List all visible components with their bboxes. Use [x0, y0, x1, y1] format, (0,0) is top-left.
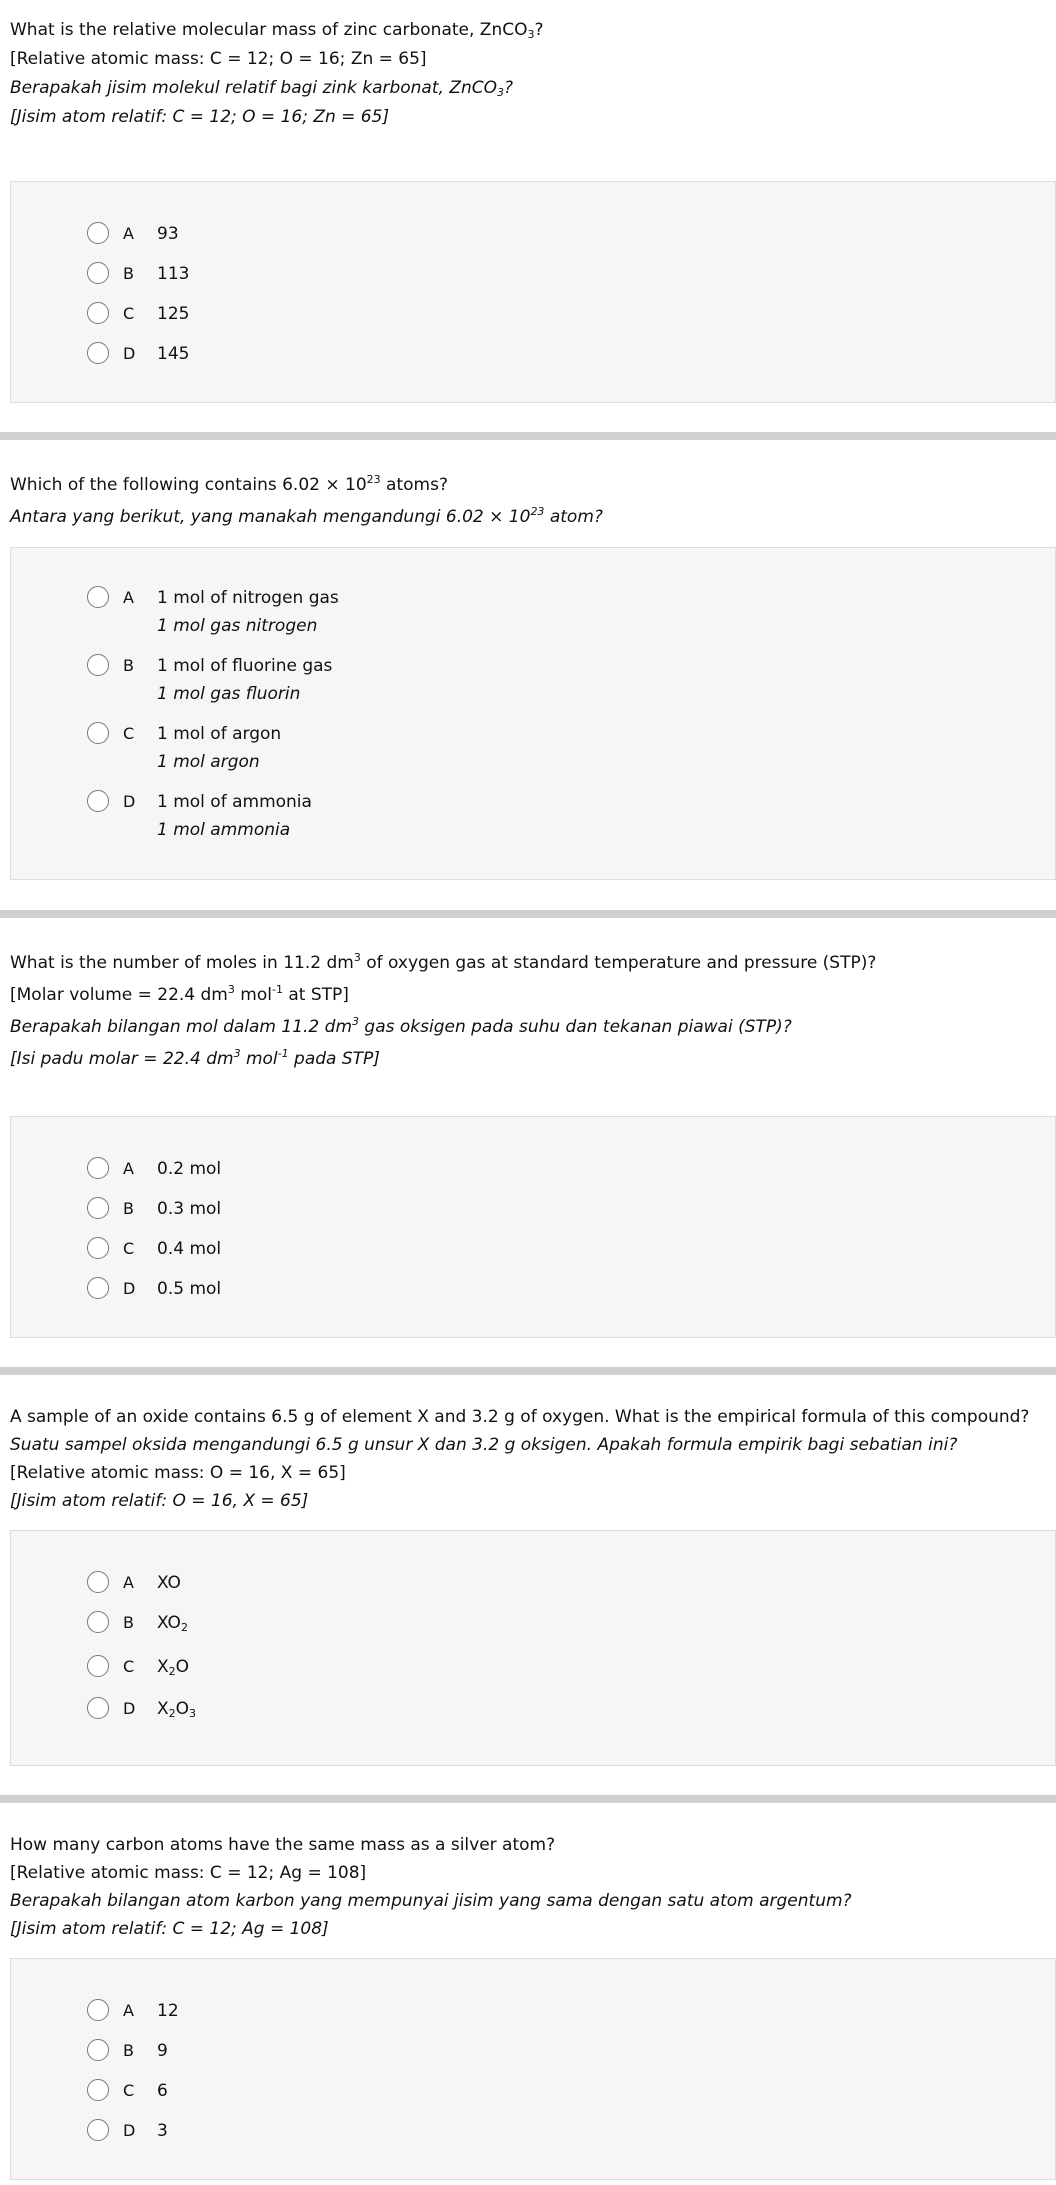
option-letter: A: [123, 2001, 134, 2020]
options-box: [10, 547, 1056, 880]
option-letter: A: [123, 224, 134, 243]
question-line: [Jisim atom relatif: O = 16, X = 65]: [10, 1491, 309, 1511]
question-line: Berapakah jisim molekul relatif bagi zink karbonat, ZnCO$_3$?: [10, 78, 514, 99]
radio-button[interactable]: [87, 654, 109, 676]
options-box: [10, 1116, 1056, 1338]
option-text: 145: [157, 344, 190, 364]
option-text: 93: [157, 224, 179, 244]
option-text: XO: [157, 1573, 181, 1593]
radio-button[interactable]: [87, 1611, 109, 1633]
radio-button[interactable]: [87, 1999, 109, 2021]
option-text: 1 mol of argon: [157, 724, 282, 744]
option-letter: B: [123, 2041, 134, 2060]
option-text-translation: 1 mol gas fluorin: [157, 684, 301, 704]
question-line: A sample of an oxide contains 6.5 g of element X and 3.2 g of oxygen. What is the empirical formula of this compound?: [10, 1407, 1030, 1427]
option-text: $X_2O$: [157, 1657, 190, 1678]
radio-button[interactable]: [87, 2039, 109, 2061]
options-box: [10, 1530, 1056, 1766]
option-letter: C: [123, 1239, 135, 1258]
option-letter: D: [123, 1279, 136, 1298]
question-separator: [0, 1795, 1056, 1803]
option-letter: B: [123, 1613, 134, 1632]
option-letter: B: [123, 656, 134, 675]
option-text-translation: 1 mol argon: [157, 752, 260, 772]
option-text: 0.4 mol: [157, 1239, 222, 1259]
option-text: 0.5 mol: [157, 1279, 222, 1299]
option-letter: C: [123, 1657, 135, 1676]
question-separator: [0, 910, 1056, 918]
option-text-translation: 1 mol gas nitrogen: [157, 616, 318, 636]
radio-button[interactable]: [87, 1157, 109, 1179]
option-letter: C: [123, 724, 135, 743]
question-line: Berapakah bilangan mol dalam 11.2 $dm^3$ gas oksigen pada suhu dan tekanan piawai (STP)?: [10, 1015, 792, 1037]
question-line: [Relative atomic mass: C = 12; Ag = 108]: [10, 1863, 367, 1883]
radio-button[interactable]: [87, 586, 109, 608]
option-text: 6: [157, 2081, 168, 2101]
option-letter: A: [123, 1159, 134, 1178]
option-letter: D: [123, 1699, 136, 1718]
question-line: [Molar volume = 22.4 $dm^3$ mol$^{-1}$ at STP]: [10, 983, 349, 1005]
question-line: [Relative atomic mass: C = 12; O = 16; Zn = 65]: [10, 49, 427, 69]
option-text: $X_2O_3$: [157, 1699, 197, 1720]
radio-button[interactable]: [87, 2079, 109, 2101]
option-text-translation: 1 mol ammonia: [157, 820, 291, 840]
question-separator: [0, 432, 1056, 440]
option-text: 1 mol of ammonia: [157, 792, 312, 812]
question-line: Which of the following contains $6.02 \times 10^{23}$ atoms?: [10, 473, 448, 495]
question-line: How many carbon atoms have the same mass as a silver atom?: [10, 1835, 556, 1855]
option-text: 0.3 mol: [157, 1199, 222, 1219]
question-line: Antara yang berikut, yang manakah mengandungi $6.02 \times 10^{23}$ atom?: [10, 505, 603, 527]
radio-button[interactable]: [87, 2119, 109, 2141]
question-line: [Isi padu molar = 22.4 $dm^3$ mol$^{-1}$ pada STP]: [10, 1047, 380, 1069]
option-text: 1 mol of fluorine gas: [157, 656, 333, 676]
option-letter: D: [123, 2121, 136, 2140]
option-text: 125: [157, 304, 190, 324]
question-line: What is the number of moles in 11.2 $dm^3$ of oxygen gas at standard temperature and pressure (STP)?: [10, 951, 877, 973]
radio-button[interactable]: [87, 1655, 109, 1677]
radio-button[interactable]: [87, 1697, 109, 1719]
option-text: 12: [157, 2001, 179, 2021]
option-letter: B: [123, 264, 134, 283]
option-letter: D: [123, 792, 136, 811]
option-text: 1 mol of nitrogen gas: [157, 588, 339, 608]
radio-button[interactable]: [87, 262, 109, 284]
option-text: $XO_2$: [157, 1613, 188, 1634]
option-letter: C: [123, 2081, 135, 2100]
question-line: Berapakah bilangan atom karbon yang mempunyai jisim yang sama dengan satu atom argentum?: [10, 1891, 852, 1911]
option-letter: A: [123, 1573, 134, 1592]
radio-button[interactable]: [87, 722, 109, 744]
radio-button[interactable]: [87, 790, 109, 812]
question-separator: [0, 1367, 1056, 1375]
question-line: [Relative atomic mass: O = 16, X = 65]: [10, 1463, 346, 1483]
question-line: [Jisim atom relatif: C = 12; O = 16; Zn = 65]: [10, 107, 390, 127]
option-text: 0.2 mol: [157, 1159, 222, 1179]
option-letter: B: [123, 1199, 134, 1218]
options-box: [10, 181, 1056, 403]
option-letter: D: [123, 344, 136, 363]
radio-button[interactable]: [87, 302, 109, 324]
option-text: 9: [157, 2041, 168, 2061]
question-line: What is the relative molecular mass of zinc carbonate, ZnCO$_3$?: [10, 20, 544, 41]
radio-button[interactable]: [87, 1277, 109, 1299]
question-line: Suatu sampel oksida mengandungi 6.5 g unsur X dan 3.2 g oksigen. Apakah formula empirik bagi sebatian ini?: [10, 1435, 958, 1455]
question-line: [Jisim atom relatif: C = 12; Ag = 108]: [10, 1919, 329, 1939]
radio-button[interactable]: [87, 1571, 109, 1593]
option-text: 113: [157, 264, 190, 284]
radio-button[interactable]: [87, 342, 109, 364]
option-letter: A: [123, 588, 134, 607]
radio-button[interactable]: [87, 222, 109, 244]
option-letter: C: [123, 304, 135, 323]
options-box: [10, 1958, 1056, 2180]
radio-button[interactable]: [87, 1237, 109, 1259]
radio-button[interactable]: [87, 1197, 109, 1219]
option-text: 3: [157, 2121, 168, 2141]
